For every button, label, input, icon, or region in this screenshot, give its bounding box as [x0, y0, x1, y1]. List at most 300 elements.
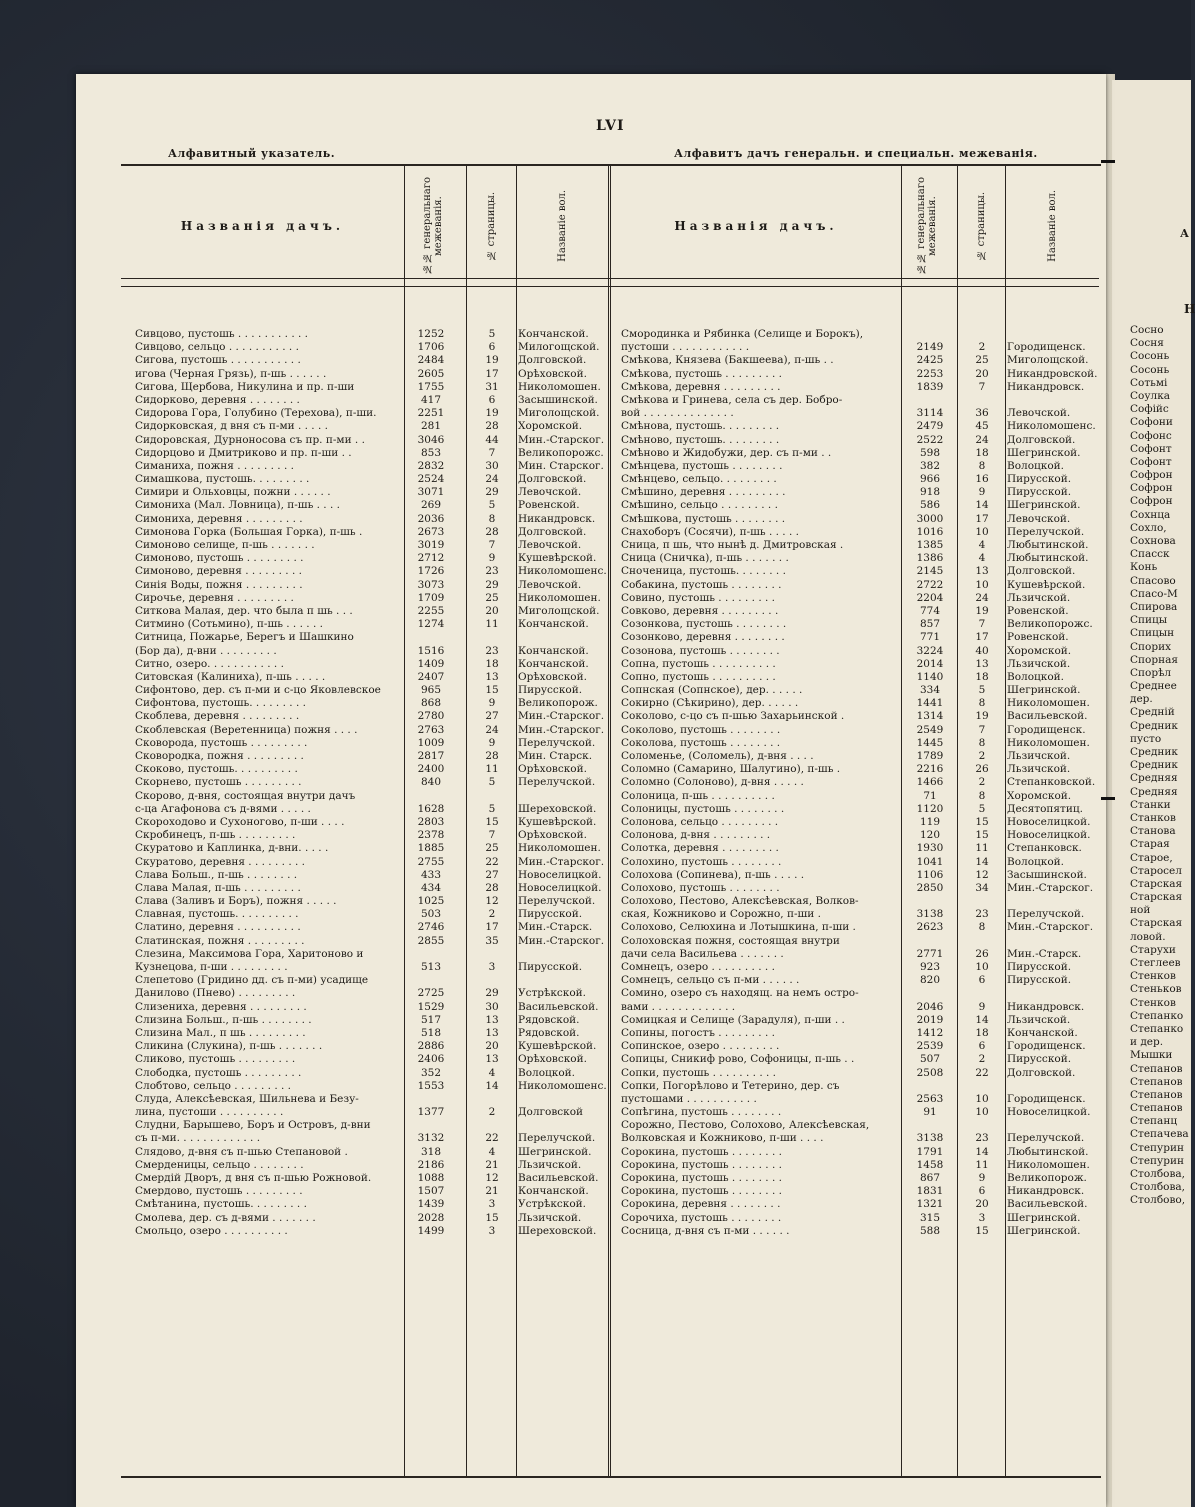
entry-volost: Миголощской. [1007, 354, 1089, 367]
entry-volost: Николомошенс. [1007, 420, 1096, 433]
entry-page: 12 [485, 895, 499, 908]
column-divider [466, 166, 467, 1476]
entry-number: 1441 [916, 697, 944, 710]
entry-page: 5 [488, 776, 496, 789]
next-page-entry: Степанов [1130, 1088, 1183, 1101]
entry-name: Сликово, пустошь . . . . . . . . . [135, 1053, 296, 1066]
entry-name: Данилово (Пнево) . . . . . . . . . [135, 987, 296, 1000]
next-page-entry: Спицын [1130, 627, 1175, 640]
entry-number: 1885 [417, 842, 445, 855]
entry-page: 23 [485, 644, 499, 657]
entry-page: 27 [485, 710, 499, 723]
entry-number [904, 1080, 956, 1093]
entry-name: Сопинское, озеро . . . . . . . . . [621, 1040, 780, 1053]
entry-number: 2253 [916, 367, 944, 380]
entry-page: 2 [978, 750, 986, 762]
entry-number: 2479 [916, 420, 944, 433]
entry-page: 8 [978, 736, 986, 749]
next-page-entry: Конь [1130, 561, 1158, 574]
entry-number: 518 [420, 1026, 442, 1039]
entry-page: 10 [975, 578, 989, 591]
entry-volost [1007, 328, 1099, 341]
next-page-entry: Софрон [1130, 469, 1173, 482]
entry-number: 2046 [916, 1000, 944, 1013]
entry-name: Сноченица, пустошь. . . . . . . . [621, 565, 786, 578]
entry-number: 820 [919, 974, 941, 987]
right-volost-column [1007, 328, 1099, 1238]
entry-volost: Шегринской. [1007, 499, 1081, 512]
entry-volost: Городищенск. [1007, 1092, 1086, 1105]
next-page-entry: Средняя [1130, 785, 1178, 798]
entry-number: 2755 [417, 855, 445, 868]
entry-number: 119 [919, 815, 941, 828]
entry-volost: Кушевѣрской. [518, 815, 597, 828]
entry-volost: Николомошен. [518, 380, 601, 393]
entry-page: 3 [978, 1211, 986, 1224]
index-table [121, 164, 1101, 1478]
entry-page: 2 [488, 1106, 496, 1119]
entry-page [959, 328, 1005, 341]
header-names-left [121, 170, 404, 282]
entry-number: 1140 [916, 670, 944, 683]
entry-number [406, 631, 456, 644]
header-number-right [902, 170, 957, 282]
entry-name: Слепетово (Гридино дд. съ п-ми) усадище [135, 974, 369, 987]
entry-number [904, 394, 956, 407]
entry-volost: Николомошен. [1007, 697, 1090, 710]
entry-number: 3019 [417, 539, 445, 551]
next-page-entry: Степанко [1130, 1022, 1184, 1035]
entry-volost: Пирусской. [518, 961, 583, 973]
entry-name: Солонова, д-вня . . . . . . . . . [621, 829, 771, 842]
entry-name: Солоховская пожня, состоящая внутри [621, 934, 840, 947]
entry-page: 29 [485, 578, 499, 591]
header-volost-label: Названіе вол. [557, 190, 568, 262]
entry-page: 22 [485, 1132, 499, 1145]
entry-number: 503 [420, 908, 442, 921]
entry-volost: Новоселицкой. [1007, 1106, 1091, 1119]
entry-number: 2406 [417, 1053, 445, 1066]
entry-page: 8 [978, 459, 986, 472]
entry-name: Созонова, пустошь . . . . . . . . [621, 644, 780, 657]
entry-volost: Перелучской. [518, 776, 596, 789]
entry-name: Соколова, пустошь . . . . . . . . [621, 736, 781, 749]
entry-volost: Орѣховской. [518, 829, 587, 842]
next-page-entry: Степанко [1130, 1009, 1184, 1022]
entry-volost: Любытинской. [1007, 552, 1089, 565]
next-page-entry: Спасск [1130, 548, 1170, 561]
entry-name: Солонова, сельцо . . . . . . . . . [621, 815, 779, 828]
entry-page: 25 [485, 591, 499, 604]
entry-volost: Великопорожс. [1007, 618, 1093, 631]
center-divider [608, 166, 611, 1476]
entry-volost: Новоселицкой. [518, 868, 602, 881]
entry-name: Собакина, пустошь . . . . . . . . [621, 578, 782, 591]
entry-page: 14 [975, 1145, 989, 1158]
next-page-entry: Старухи [1130, 943, 1176, 956]
next-page-entry: Старосел [1130, 864, 1182, 877]
entry-number: 3224 [916, 644, 944, 657]
entry-number: 2623 [916, 921, 944, 934]
entry-name: Сивцово, пустошь . . . . . . . . . . . [135, 328, 309, 340]
entry-name: Смѣново, пустошь. . . . . . . . . [621, 433, 780, 446]
entry-page: 19 [975, 604, 989, 617]
column-divider [404, 166, 405, 1476]
entry-number: 1726 [417, 565, 445, 578]
entry-name: Смѣшино, деревня . . . . . . . . . [621, 486, 786, 499]
entry-name: ская, Кожниково и Сорожно, п-ши . [621, 908, 821, 921]
entry-name: Скороходово и Сухоногово, п-ши . . . . [135, 815, 345, 828]
entry-volost: Мин.-Старског. [518, 855, 605, 868]
entry-page: 5 [488, 499, 496, 512]
entry-page: 19 [485, 407, 499, 420]
entry-number [406, 1093, 456, 1106]
entry-number: 1507 [417, 1185, 445, 1198]
entry-number: 2771 [916, 947, 944, 960]
entry-name: Соломно (Самарино, Шалугино), п-шь . [621, 763, 841, 776]
entry-volost: Николомошенс. [518, 565, 607, 578]
entry-name: Скробинецъ, п-шь . . . . . . . . . [135, 829, 296, 842]
entry-page: 2 [978, 776, 986, 789]
entry-name: Симашкова, пустошь. . . . . . . . . [135, 473, 310, 486]
entry-name: Слатинская, пожня . . . . . . . . . [135, 934, 305, 947]
entry-page: 3 [488, 1224, 496, 1237]
entry-page [959, 987, 1005, 1000]
entry-name: Сопицы, Сникиф рово, Софоницы, п-шь . . [621, 1053, 855, 1066]
next-page-entry: Станки [1130, 798, 1171, 811]
entry-volost: Городищенск. [1007, 1040, 1086, 1053]
entry-name: Слава Больш., п-шь . . . . . . . . [135, 868, 298, 881]
entry-volost: Льзичской. [1007, 657, 1071, 670]
entry-volost: Льзичской. [1007, 1013, 1071, 1026]
entry-page: 15 [485, 815, 499, 828]
entry-number: 1499 [417, 1224, 445, 1237]
entry-page: 9 [488, 697, 496, 710]
entry-volost: Пирусской. [518, 684, 583, 697]
next-page-entry: Спорная [1130, 653, 1178, 666]
entry-volost: Любытинской. [1007, 539, 1089, 551]
entry-name: Смѣнова, пустошь. . . . . . . . . [621, 420, 780, 433]
next-page-entry: Софони [1130, 416, 1173, 429]
entry-volost: Льзичской. [518, 1211, 582, 1224]
entry-volost: Никандровск. [1007, 1000, 1085, 1013]
entry-page: 8 [978, 789, 986, 802]
entry-name: пустошами . . . . . . . . . . . [621, 1092, 757, 1105]
entry-number: 857 [919, 618, 941, 631]
left-names-column [135, 328, 403, 1238]
entry-number: 1106 [916, 868, 944, 881]
entry-page: 28 [485, 525, 499, 538]
entry-page: 17 [975, 631, 989, 644]
entry-name: Скуратово, деревня . . . . . . . . . [135, 855, 306, 868]
entry-volost: Васильевской. [518, 1172, 599, 1184]
entry-page: 6 [978, 1040, 986, 1053]
entry-number: 1755 [417, 380, 445, 393]
entry-number: 2251 [417, 407, 445, 420]
entry-name: Симоново, пустошь . . . . . . . . . [135, 552, 304, 565]
entry-name: Слудни, Барышево, Боръ и Островъ, д-вни [135, 1119, 371, 1132]
header-volost-right [1006, 170, 1099, 282]
entry-volost: Городищенск. [1007, 341, 1086, 354]
entry-number: 1025 [417, 895, 445, 908]
entry-name: Сопины, погостъ . . . . . . . . . [621, 1026, 775, 1039]
column-divider [901, 166, 902, 1476]
header-volost-label: Названіе вол. [1047, 190, 1058, 262]
entry-page: 30 [485, 1000, 499, 1013]
entry-name: Соколово, с-цо съ п-шью Захарьинской . [621, 710, 845, 723]
entry-page: 13 [485, 1026, 499, 1039]
entry-volost: Долговской [518, 1106, 584, 1119]
entry-number: 771 [919, 631, 941, 644]
entry-name: Сифонтова, пустошь. . . . . . . . . [135, 697, 306, 710]
entry-volost [518, 631, 608, 644]
entry-name: Солохово, пустошь . . . . . . . . [621, 881, 780, 894]
entry-name: Сопки, пустошь . . . . . . . . . . [621, 1066, 777, 1079]
entry-volost: Миголощской. [518, 407, 600, 420]
entry-name: Сокирно (Сѣкирино), дер. . . . . . [621, 697, 799, 710]
entry-page: 8 [978, 697, 986, 710]
entry-number: 966 [919, 473, 941, 486]
entry-page: 24 [975, 591, 989, 604]
entry-number: 1628 [417, 802, 445, 815]
entry-volost: Никандровск. [1007, 1185, 1085, 1198]
next-page-entry: Сотьмі [1130, 376, 1168, 389]
entry-volost [518, 948, 608, 961]
entry-number: 1120 [916, 802, 944, 815]
entry-number [904, 935, 956, 948]
entry-name: Слизина Мал., п шь . . . . . . . . . [135, 1026, 306, 1039]
binding-pin [1101, 160, 1115, 163]
entry-volost: Пирусской. [1007, 1053, 1072, 1066]
next-page-entry: Стеньков [1130, 983, 1182, 996]
entry-volost: Мин.-Старског. [1007, 921, 1094, 934]
header-names-label: Названія дачъ. [180, 219, 345, 233]
entry-number: 2378 [417, 829, 445, 842]
next-page-entry: Спорѣл [1130, 666, 1172, 679]
entry-volost: Николомошен. [518, 842, 601, 855]
entry-volost: Кончанской. [518, 328, 589, 340]
entry-number: 3138 [916, 1132, 944, 1145]
entry-page: 24 [975, 433, 989, 446]
entry-name: Ситкова Малая, дер. что была п шь . . . [135, 604, 353, 617]
entry-name: Смѣтанина, пустошь. . . . . . . . . [135, 1198, 307, 1211]
entry-page: 6 [488, 341, 496, 354]
entry-number: 588 [919, 1224, 941, 1237]
entry-number: 1412 [916, 1026, 944, 1039]
header-page-label: № страницы. [486, 191, 497, 261]
entry-volost: Кончанской. [518, 1185, 589, 1198]
entry-name: Смердово, пустошь . . . . . . . . . [135, 1185, 303, 1198]
entry-volost [1007, 987, 1099, 1000]
entry-page: 14 [975, 499, 989, 512]
entry-page: 18 [975, 446, 989, 459]
entry-page: 6 [978, 1185, 986, 1198]
entry-name: Сорокина, пустошь . . . . . . . . [621, 1172, 782, 1184]
entry-volost: Левочской. [518, 539, 582, 551]
entry-page: 12 [975, 868, 989, 881]
entry-volost: Засышинской. [518, 393, 598, 406]
entry-page: 26 [975, 947, 989, 960]
next-page-entry: Степурин [1130, 1154, 1184, 1167]
entry-volost: Рядовской. [518, 1013, 580, 1026]
header-number-left [405, 170, 466, 282]
entry-page: 27 [485, 868, 499, 881]
entry-volost: Долговской. [1007, 565, 1076, 578]
entry-number: 2886 [417, 1040, 445, 1053]
right-names-column [621, 328, 899, 1238]
entry-number: 1789 [916, 750, 944, 762]
next-page-entry: Спирова [1130, 600, 1178, 613]
entry-name: Смольцо, озеро . . . . . . . . . . [135, 1224, 288, 1237]
next-page-entry: Софонт [1130, 442, 1172, 455]
entry-page: 2 [978, 341, 986, 354]
entry-name: Сковорода, пустошь . . . . . . . . . [135, 736, 308, 749]
entry-number: 2508 [916, 1066, 944, 1079]
entry-number: 2186 [417, 1158, 445, 1171]
entry-volost: Льзичской. [1007, 763, 1071, 776]
column-divider [1005, 166, 1006, 1476]
entry-page: 23 [975, 908, 989, 921]
next-page-entry: Софонс [1130, 429, 1172, 442]
entry-name: Соломно (Солоново), д-вня . . . . . [621, 776, 804, 789]
entry-name: Слобтово, сельцо . . . . . . . . . [135, 1079, 292, 1092]
entry-number: 2425 [916, 354, 944, 367]
entry-number: 2780 [417, 710, 445, 723]
entry-volost: Николомошен. [518, 591, 601, 604]
entry-volost: Великопорожс. [518, 446, 604, 459]
entry-volost: Васильевской. [518, 1000, 599, 1013]
entry-number: 923 [919, 961, 941, 973]
entry-number [406, 974, 456, 987]
entry-number: 2855 [417, 934, 445, 947]
entry-page: 7 [978, 723, 986, 736]
entry-volost: Левочской. [518, 578, 582, 591]
entry-number: 517 [420, 1013, 442, 1026]
entry-volost [1007, 895, 1099, 908]
entry-number: 918 [919, 486, 941, 499]
entry-number: 2149 [916, 341, 944, 354]
entry-number: 2549 [916, 723, 944, 736]
entry-page: 6 [978, 974, 986, 987]
entry-name: Сница (Сничка), п-шь . . . . . . . [621, 552, 789, 565]
entry-name: Солоницы, пустошь . . . . . . . . [621, 802, 785, 815]
entry-page [469, 974, 515, 987]
entry-page: 5 [488, 328, 496, 340]
entry-name: пустоши . . . . . . . . . . . . [621, 341, 750, 354]
entry-number [904, 987, 956, 1000]
entry-number: 3114 [916, 407, 944, 420]
entry-volost: Орѣховской. [518, 367, 587, 380]
entry-number: 1274 [417, 618, 445, 631]
entry-volost: Перелучской. [518, 895, 596, 908]
entry-name: Сивцово, сельцо . . . . . . . . . . . [135, 341, 299, 354]
entry-number [904, 328, 956, 341]
entry-volost: Хоромской. [1007, 789, 1072, 802]
entry-name: Сомино, озеро съ находящ. на немъ остро- [621, 987, 859, 1000]
entry-page: 9 [978, 1172, 986, 1184]
entry-page: 11 [485, 763, 499, 776]
entry-volost: Долговской. [518, 473, 587, 486]
entry-volost [1007, 935, 1099, 948]
entry-page: 2 [488, 908, 496, 921]
entry-page: 6 [488, 393, 496, 406]
entry-page: 20 [975, 1198, 989, 1211]
entry-number: 1088 [417, 1172, 445, 1184]
entry-number: 2817 [417, 750, 445, 762]
next-page-entry: Старская [1130, 877, 1183, 890]
entry-page: 28 [485, 881, 499, 894]
entry-name: Слядово, д-вня съ п-шью Степановой . [135, 1145, 348, 1158]
entry-volost: Новоселицкой. [518, 881, 602, 894]
entry-page: 13 [485, 670, 499, 683]
entry-name: Ситница, Пожарье, Берегъ и Шашкино [135, 631, 354, 644]
entry-name: Смолева, дер. съ д-вями . . . . . . . [135, 1211, 316, 1224]
entry-volost: Мин.-Старског. [518, 710, 605, 723]
running-head-left: Алфавитный указатель. [168, 147, 336, 160]
entry-page: 7 [488, 539, 496, 551]
entry-volost: Городищенск. [1007, 723, 1086, 736]
entry-name: Симоново, деревня . . . . . . . . . [135, 565, 302, 578]
entry-name: Сорокина, пустошь . . . . . . . . [621, 1185, 782, 1198]
entry-number: 1321 [916, 1198, 944, 1211]
entry-name: Скорнево, пустошь . . . . . . . . . [135, 776, 302, 789]
entry-number: 1831 [916, 1185, 944, 1198]
entry-page: 20 [485, 1040, 499, 1053]
entry-name: Слава Малая, п-шь . . . . . . . . . [135, 881, 301, 894]
entry-page: 14 [975, 1013, 989, 1026]
entry-volost: Льзичской. [1007, 750, 1071, 762]
entry-volost: Шегринской. [518, 1145, 592, 1158]
entry-name: дачи села Васильева . . . . . . . [621, 947, 784, 960]
entry-name: (Бор да), д-вни . . . . . . . . . [135, 644, 277, 657]
binding-pin [1101, 797, 1115, 800]
entry-name: Смѣново и Жидобужи, дер. съ п-ми . . [621, 446, 832, 459]
entry-volost: Волоцкой. [1007, 855, 1065, 868]
entry-volost: Кончанской. [518, 644, 589, 657]
entry-name: Сопна, пустошь . . . . . . . . . . [621, 657, 776, 670]
entry-page: 21 [485, 1185, 499, 1198]
entry-page: 9 [488, 736, 496, 749]
entry-number: 507 [919, 1053, 941, 1066]
entry-volost: Долговской. [518, 525, 587, 538]
entry-volost: Пирусской. [1007, 961, 1072, 973]
entry-page: 17 [975, 512, 989, 525]
column-divider [516, 166, 517, 1476]
entry-name: Симири и Ольховцы, пожни . . . . . . [135, 486, 331, 499]
entry-number: 2563 [916, 1092, 944, 1105]
next-page-entry: Софонт [1130, 455, 1172, 468]
entry-volost: Шегринской. [1007, 684, 1081, 697]
entry-page [959, 895, 1005, 908]
entry-name: Скорово, д-вня, состоящая внутри дачъ [135, 789, 356, 802]
entry-number [904, 1119, 956, 1132]
next-page-entry: Средник [1130, 759, 1178, 772]
entry-number: 2484 [417, 354, 445, 367]
entry-number: 1791 [916, 1145, 944, 1158]
entry-page: 29 [485, 486, 499, 499]
entry-number: 2014 [916, 657, 944, 670]
next-page-entry: ловой. [1130, 930, 1166, 943]
entry-page: 4 [978, 539, 986, 551]
entry-page: 28 [485, 420, 499, 433]
entry-number: 2255 [417, 604, 445, 617]
next-page-entry: ной [1130, 904, 1151, 917]
entry-volost: Мин.-Старск. [1007, 947, 1082, 960]
entry-page: 7 [488, 829, 496, 842]
entry-number: 269 [420, 499, 442, 512]
entry-name: игова (Черная Грязь), п-шь . . . . . . [135, 367, 327, 380]
entry-volost: Льзичской. [518, 1158, 582, 1171]
